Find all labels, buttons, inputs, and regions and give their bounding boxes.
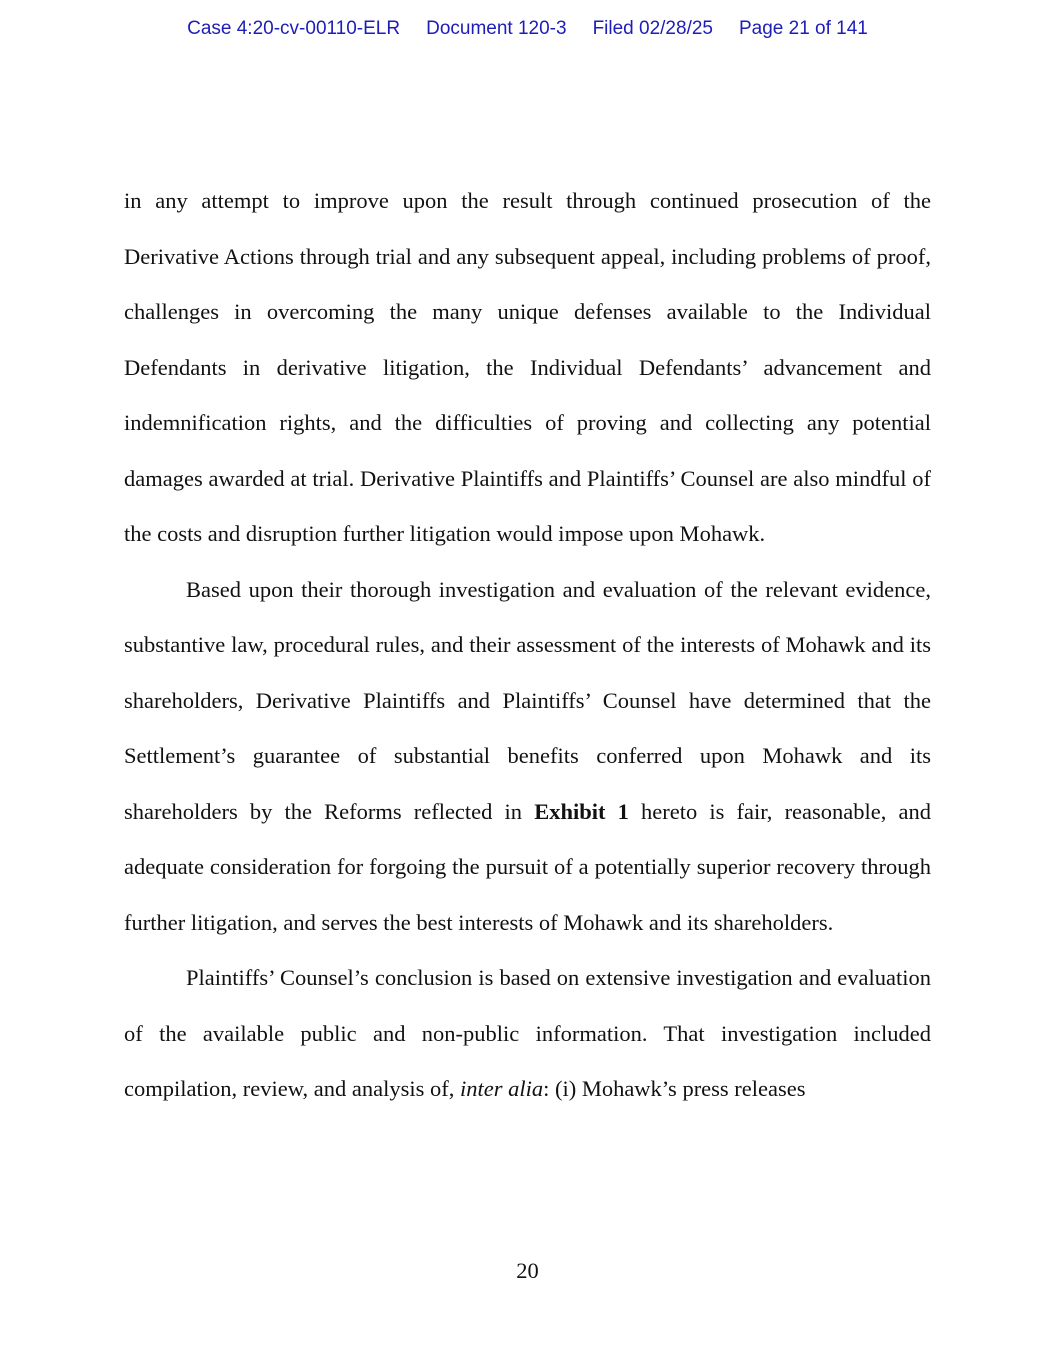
page-of-total: Page 21 of 141: [738, 18, 868, 39]
page-number: 20: [516, 1258, 539, 1283]
document-body: [124, 173, 931, 1117]
paragraph-3: [124, 950, 931, 1117]
exhibit-reference: Exhibit 1: [534, 798, 629, 824]
paragraph-1: in any attempt to improve upon the result through continued prosecution of the Derivative Actions through trial and any subsequent appeal, including problems of proof, challenges in overcoming the many unique defenses available to the Individual Defendants in derivative litigation, the Individual Defendants’ advancement and indemnification rights, and the difficulties of proving and collecting any potential damages awarded at trial. Derivative Plaintiffs and Plaintiffs’ Counsel are also mindful of the costs and disruption further litigation would impose upon Mohawk.: [124, 188, 931, 546]
paragraph-2-text-b: hereto is fair, reasonable, and adequate consideration for forgoing the pursuit of a potentially superior recovery through further litigation, and serves the best interests of Mohawk and its shareholders.: [124, 798, 932, 935]
paragraph-2: [124, 562, 931, 951]
document-number: Document 120-3: [426, 18, 567, 39]
paragraph-3-text-b: : (i) Mohawk’s press releases: [543, 1076, 806, 1101]
filing-header: [0, 18, 1055, 40]
latin-phrase: inter alia: [459, 1076, 544, 1101]
case-number: Case 4:20-cv-00110-ELR: [187, 18, 401, 39]
filed-date: Filed 02/28/25: [592, 18, 713, 39]
paragraph-3-text-a: Plaintiffs’ Counsel’s conclusion is based on extensive investigation and evaluation of the available public and non-public information. That investigation included compilation, review, and analysis of,: [124, 965, 931, 1101]
paragraph-2-text-a: Based upon their thorough investigation and evaluation of the relevant evidence, substantive law, procedural rules, and their assessment of the interests of Mohawk and its shareholders, Derivative Plaintiffs and Plaintiffs’ Counsel have determined that the Settlement’s guarantee of substantial benefits conferred upon Mohawk and its shareholders by the Reforms reflected in: [124, 576, 931, 824]
